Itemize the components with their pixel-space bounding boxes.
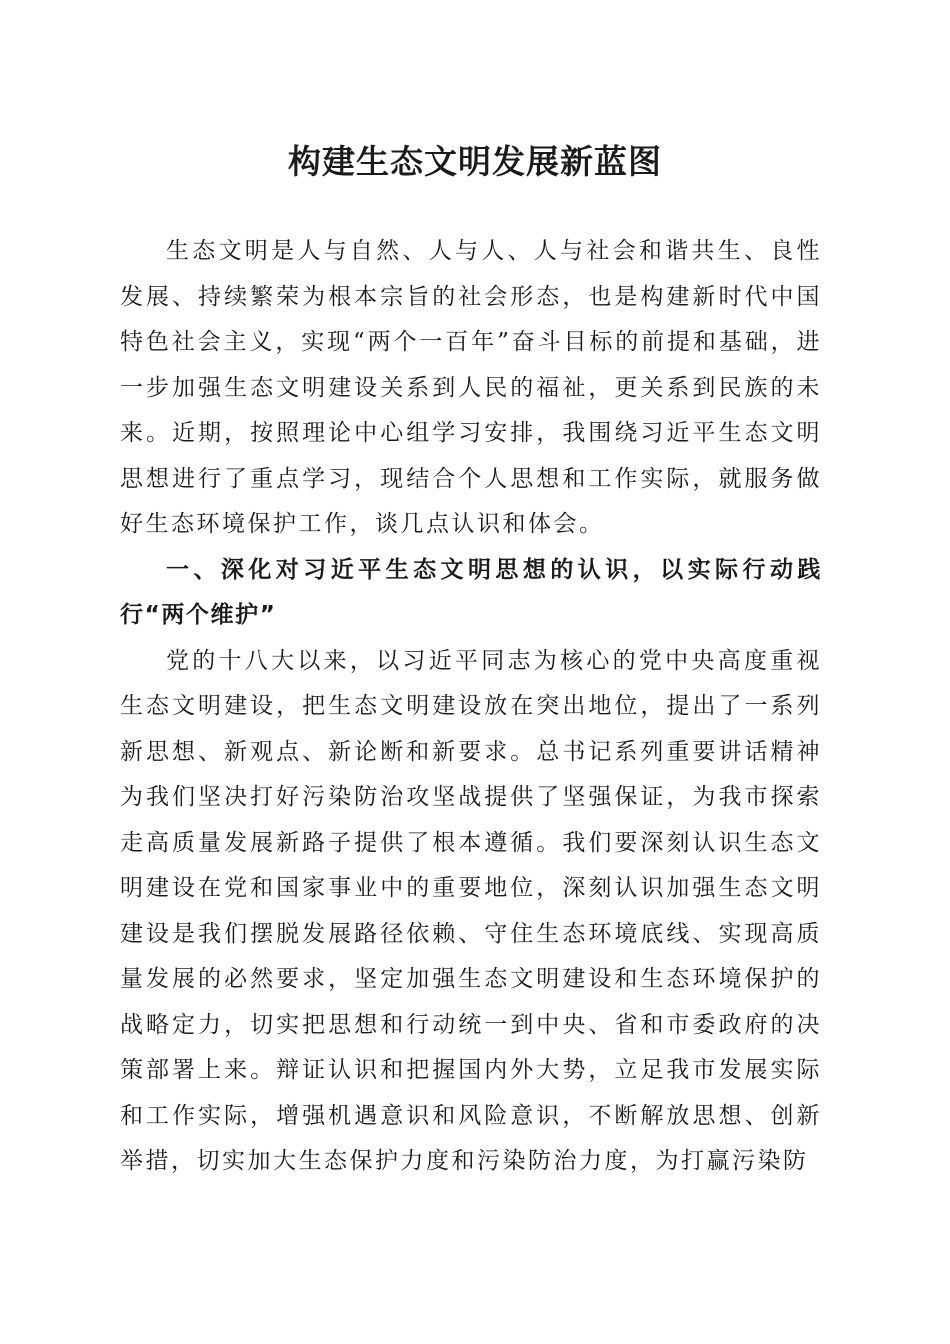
document-title: 构建生态文明发展新蓝图 bbox=[288, 142, 662, 181]
section-heading-1: 一、深化对习近平生态文明思想的认识，以实际行动践行“两个维护” bbox=[120, 556, 822, 628]
section-1-paragraph: 党的十八大以来，以习近平同志为核心的党中央高度重视生态文明建设，把生态文明建设放在突出地位，提出了一系列新思想、新观点、新论断和新要求。总书记系列重要讲话精神为我们坚决打好污染防治攻坚战提供了坚强保证，为我市探索走高质量发展新路子提供了根本遵循。我们要深刻认识生态文明建设在党和国家事业中的重要地位，深刻认识加强生态文明建设是我们摆脱发展路径依赖、守住生态环境底线、实现高质量发展的必然要求，坚定加强生态文明建设和生态环境保护的战略定力，切实把思想和行动统一到中央、省和市委政府的决策部署上来。辩证认识和把握国内外大势，立足我市发展实际和工作实际，增强机遇意识和风险意识，不断解放思想、创新举措，切实加大生态保护力度和污染防治力度，为打赢污染防 bbox=[120, 647, 822, 1174]
document-body bbox=[120, 229, 822, 1185]
intro-paragraph: 生态文明是人与自然、人与人、人与社会和谐共生、良性发展、持续繁荣为根本宗旨的社会形态，也是构建新时代中国特色社会主义，实现“两个一百年”奋斗目标的前提和基础，进一步加强生态文明建设关系到人民的福祉，更关系到民族的未来。近期，按照理论中心组学习安排，我围绕习近平生态文明思想进行了重点学习，现结合个人思想和工作实际，就服务做好生态环境保护工作，谈几点认识和体会。 bbox=[120, 238, 822, 537]
